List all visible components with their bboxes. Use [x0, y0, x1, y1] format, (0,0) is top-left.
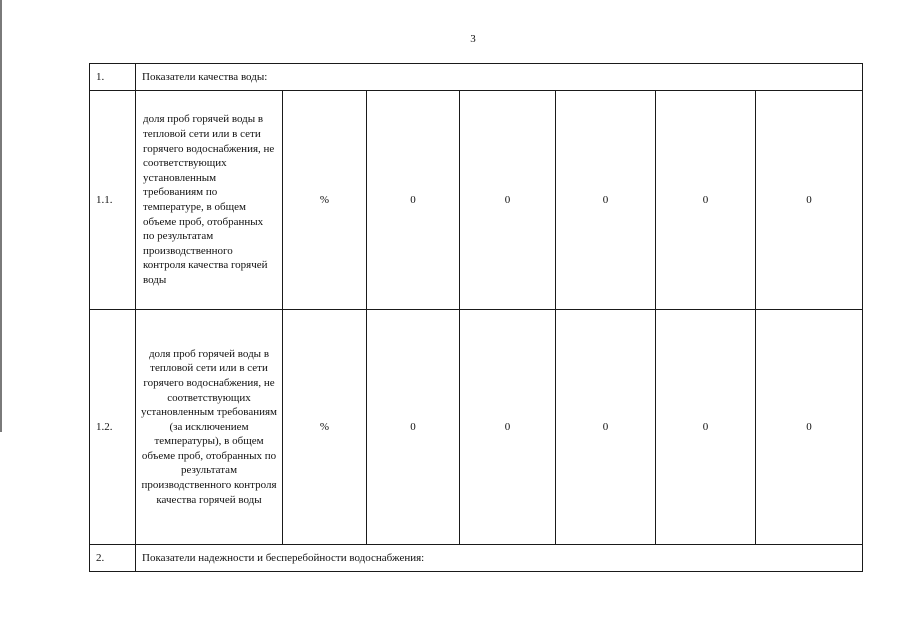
row-value: 0 — [367, 310, 460, 545]
row-number: 1.1. — [90, 91, 136, 310]
row-value: 0 — [556, 310, 656, 545]
row-unit: % — [283, 310, 367, 545]
row-value: 0 — [460, 91, 556, 310]
row-description: доля проб горячей воды в тепловой сети или в сети горячего водоснабжения, не соответствующих установленным требованиям (за исключением температуры), в общем объеме проб, отобранных по результатам производственного контроля качества горячей воды — [136, 310, 283, 545]
row-description: доля проб горячей воды в тепловой сети или в сети горячего водоснабжения, не соответствующих установленным требованиям по температуре, в общем объеме проб, отобранных по результатам производственного контроля качества горячей воды — [136, 91, 283, 310]
section-row-water-quality — [90, 64, 863, 91]
table-row — [90, 91, 863, 310]
row-value: 0 — [656, 91, 756, 310]
row-value: 0 — [367, 91, 460, 310]
section-row-reliability — [90, 545, 863, 572]
row-value: 0 — [656, 310, 756, 545]
section-title: Показатели надежности и бесперебойности водоснабжения: — [136, 545, 863, 572]
row-unit: % — [283, 91, 367, 310]
row-value: 0 — [756, 91, 863, 310]
row-value: 0 — [756, 310, 863, 545]
section-number: 2. — [90, 545, 136, 572]
scan-edge-line — [0, 0, 2, 432]
table-row — [90, 310, 863, 545]
row-value: 0 — [556, 91, 656, 310]
page-number: 3 — [470, 33, 476, 45]
row-number: 1.2. — [90, 310, 136, 545]
section-title: Показатели качества воды: — [136, 64, 863, 91]
row-value: 0 — [460, 310, 556, 545]
section-number: 1. — [90, 64, 136, 91]
indicators-table — [89, 63, 863, 572]
